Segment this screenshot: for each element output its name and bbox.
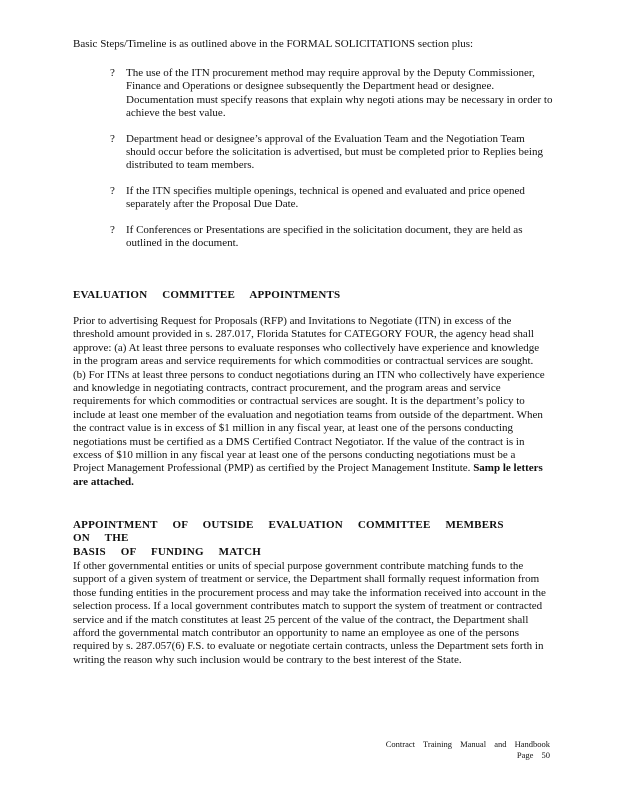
section-body-funding-match: If other governmental entities or units of special purpose government contribute matching funds to the support of a given system of treatment or service, the Department shall formally request information from those funding entities in the procurement process and may take the information received into account in the selection process. If a local government contributes match to support the system of treatment or contracted service and if the match constitutes at least 25 percent of the value of the contract, the Department shall afford the governmental match contributor an opportunity to name an employee as one of the persons required by s. 287.057(6) F.S. to evaluate or negotiate certain contracts, unless the Department sets forth in writing the reason why such inclusion would be contrary to the best interest of the State.: [73, 560, 546, 666]
sample-letters-note: Samp le letters are attached.: [73, 462, 543, 488]
bullet-item: [73, 67, 553, 121]
bullet-text: If Conferences or Presentations are specified in the solicitation document, they are held as outlined in the document.: [126, 223, 523, 250]
bullet-item: [73, 185, 553, 212]
heading-line-1: APPOINTMENT OF OUTSIDE EVALUATION COMMITTEE MEMBERS ON THE: [73, 519, 504, 545]
heading-line-2: BASIS OF FUNDING MATCH: [73, 545, 261, 558]
page-footer: [370, 739, 550, 761]
bullet-item: [73, 133, 553, 173]
footer-title: Contract Training Manual and Handbook: [385, 739, 550, 749]
bullet-marker: ?: [110, 184, 115, 197]
section-body-evaluation: [73, 315, 548, 489]
evaluation-paragraph: Prior to advertising Request for Proposals (RFP) and Invitations to Negotiate (ITN) in excess of the threshold amount provided in s. 287.017, Florida Statutes for CATEGORY FOUR, the agency head shall approve: (a) At least three persons to evaluate responses who collectively have experience and knowledge in the program areas and service requirements for which commodities or contractual services are sought. (b) For ITNs at least three persons to conduct negotiations during an ITN who collectively have experience and knowledge in negotiating contracts, contract procurement, and the program areas and service requirements for which commodities or contractual services are sought. It is the department’s policy to include at least one member of the evaluation and negotiation teams from outside of the department. When the contract value is in excess of $1 million in any fiscal year, at least one of the persons conducting negotiations must be certified as a DMS Certified Contract Negotiator. If the value of the contract is in excess of $10 million in any fiscal year at least one of the persons conducting negotiations must be a Project Management Professional (PMP) as certified by the Project Management Institute.: [73, 315, 545, 475]
bullet-text: If the ITN specifies multiple openings, technical is opened and evaluated and price opened separately after the Proposal Due Date.: [126, 184, 525, 211]
bullet-marker: ?: [110, 132, 115, 145]
bullet-item: [73, 224, 553, 251]
bullet-list: [73, 67, 553, 262]
page-number: Page 50: [516, 750, 550, 760]
intro-line: Basic Steps/Timeline is as outlined above in the FORMAL SOLICITATIONS section plus:: [73, 38, 474, 50]
bullet-marker: ?: [110, 67, 115, 79]
section-heading-evaluation: EVALUATION COMMITTEE APPOINTMENTS: [73, 289, 341, 301]
bullet-text: The use of the ITN procurement method may require approval by the Deputy Commissioner, Finance and Operations or designee subsequently the Department head or designee. Documentation must specify reasons that explain why negoti ations may be necessary in order to achieve the best value.: [126, 67, 553, 120]
bullet-marker: ?: [110, 223, 115, 236]
bullet-text: Department head or designee’s approval of the Evaluation Team and the Negotiation Team should occur before the solicitation is advertised, but must be completed prior to Replies being distributed to team members.: [126, 132, 543, 172]
section-heading-funding-match: [73, 519, 533, 559]
